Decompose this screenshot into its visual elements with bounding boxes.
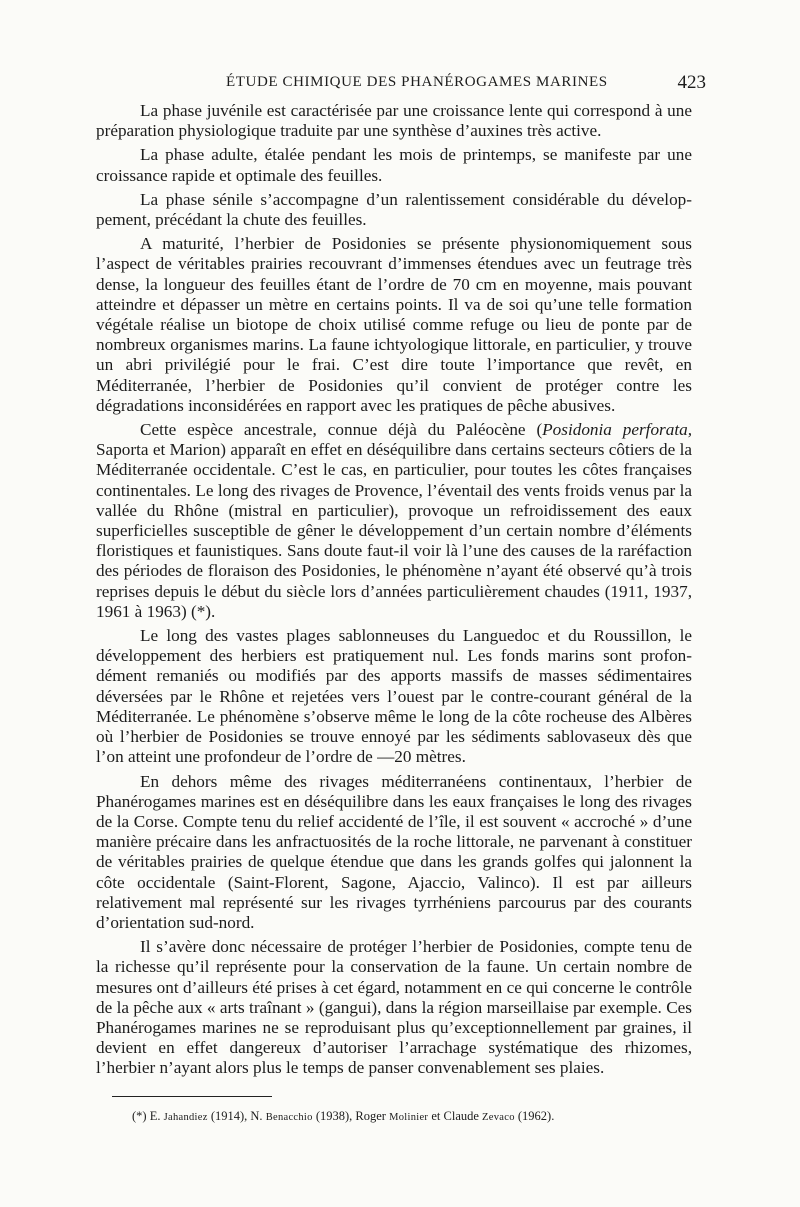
page-number: 423 xyxy=(677,72,706,93)
body-text xyxy=(96,101,692,1083)
footnote-author: Jahandiez xyxy=(163,1112,208,1123)
paragraph-languedoc: Le long des vastes plages sablonneuses du Languedoc et du Roussillon, le développement des herbiers est pratiquement nul. Les fonds marins sont profondément remaniés ou modifiés par des apports massifs de masses sédimentaires déversées par le Rhône et rejetées vers l’ouest par le contre-courant général de la Méditerranée. Le phénomène s’observe même le long de la côte rocheuse des Albères où l’herbier de Posidonies se trouve ennoyé par les sédiments sablovaseux dès que l’on atteint une profondeur de l’ordre de —20 mètres. xyxy=(96,626,692,767)
footnote-author: Molinier xyxy=(389,1112,429,1123)
footnote-text: et Claude xyxy=(431,1109,479,1123)
footnote-author: Benacchio xyxy=(265,1112,313,1123)
paragraph-adult-phase: La phase adulte, étalée pendant les mois de printemps, se manifeste par une croissance rapide et optimale des feuilles. xyxy=(96,145,692,185)
footnote-year: (1938), Roger xyxy=(315,1109,386,1123)
paragraph-senile-phase: La phase sénile s’accompagne d’un ralentissement considérable du développement, précédant la chute des feuilles. xyxy=(96,189,692,230)
footnote-year: (1914), xyxy=(210,1109,248,1123)
species-text-before: Cette espèce ancestrale, connue déjà du Paléocène ( xyxy=(140,420,543,440)
paragraph-ancestral-species xyxy=(96,420,692,622)
species-latin-name: Posidonia perforata, xyxy=(542,420,693,440)
footnote-author: Zevaco xyxy=(482,1112,515,1123)
paragraph-juvenile-phase: La phase juvénile est caractérisée par une croissance lente qui correspond à une préparation physiologique traduite par une synthèse d’auxines très active. xyxy=(96,101,692,141)
running-title: ÉTUDE CHIMIQUE DES PHANÉROGAMES MARINES xyxy=(226,74,608,90)
footnote-marker: (*) xyxy=(132,1109,147,1123)
paragraph-maturity: A maturité, l’herbier de Posidonies se présente physionomiquement sous l’aspect de véritables prairies recouvrant d’immenses étendues avec un feutrage très dense, la longueur des feuilles étant de l’ordre de 70 cm en moyenne, mais pouvant atteindre et dépasser un mètre en certains points. Il va de soi qu’une telle formation végétale réalise un biotope de choix utilisé comme refuge ou lieu de ponte par de nombreux organismes marins. La faune ichtyologique littorale, en particulier, y trouve un abri privilégié pour le frai. C’est dire toute l’importance que revêt, en Méditerranée, l’herbier de Posidonies qu’il convient de protéger contre les dégradations inconsidérées en rapport avec les pratiques de pêche abusives. xyxy=(96,234,692,415)
species-text-after: Saporta et Marion) apparaît en effet en déséquilibre dans certains secteurs côtiers de la Méditerranée occidentale. C’est le cas, en particulier, pour toutes les côtes françaises continentales. Le long des rivages de Provence, l’éventail des vents froids venus par la vallée du Rhône (mistral en particulier), provoque un refroidissement des eaux superficielles susceptible de gêner le développement d’un certain nombre d’éléments floristiques et faunistiques. Sans doute faut-il voir là l’une des causes de la raréfaction des périodes de floraison des Posidonies, le phénomène n’ayant été observé qu’à trois reprises depuis le début du siècle lors d’années particulièrement chaudes (1911, 1937, 1961 à 1963) (*). xyxy=(96,440,692,621)
footnote-rule xyxy=(112,1096,272,1097)
footnote xyxy=(132,1108,712,1126)
paragraph-corsica: En dehors même des rivages méditerranéens continentaux, l’herbier de Phanérogames marines est en déséquilibre dans les eaux françaises le long des rivages de la Corse. Compte tenu du relief accidenté de l’île, il est souvent « accroché » d’une manière précaire dans les anfractuosités de la roche littorale, ne parvenant à constituer de véritables prairies de quelque étendue que dans les grands golfes qui jalonnent la côte occidentale (Saint-Florent, Sagone, Ajaccio, Valinco). Il est par ailleurs relativement mal représenté sur les rivages tyrrhéniens parcourus par des courants d’orientation sud-nord. xyxy=(96,771,692,932)
footnote-year: (1962). xyxy=(517,1109,555,1123)
footnote-initial: E. xyxy=(149,1109,161,1123)
paragraph-protection: Il s’avère donc nécessaire de protéger l’herbier de Posidonies, compte tenu de la richesse qu’il représente pour la conservation de la faune. Un certain nombre de mesures ont d’ailleurs été prises à cet égard, notamment en ce qui concerne le contrôle de la pêche aux « arts traînant » (gangui), dans la région marseillaise par exemple. Ces Phanérogames marines ne se reproduisant plus qu’exceptionnellement par graines, il devient en effet dangereux d’autoriser l’arrachage systématique des rhizomes, l’herbier n’ayant alors plus le temps de panser convenablement ses plaies. xyxy=(96,937,692,1078)
footnote-initial: N. xyxy=(250,1109,263,1123)
